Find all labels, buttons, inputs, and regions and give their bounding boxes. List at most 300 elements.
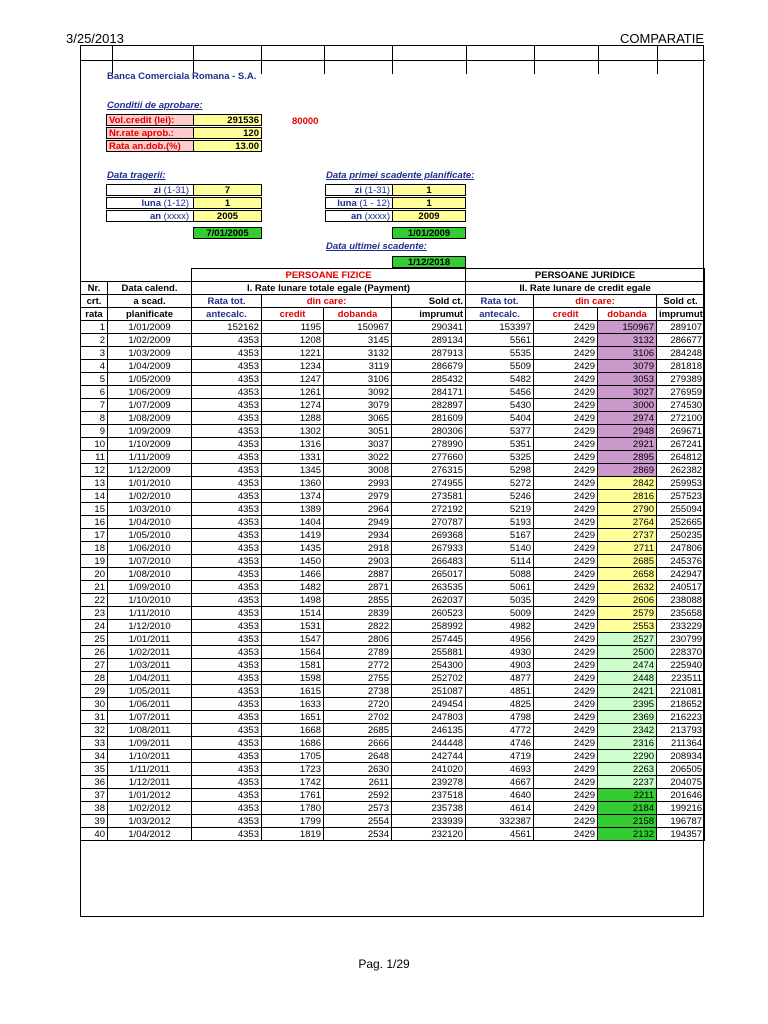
table-cell: 3145 bbox=[324, 334, 392, 347]
h-nr-1: Nr. bbox=[81, 282, 108, 295]
table-cell: 1799 bbox=[262, 815, 324, 828]
table-cell: 4353 bbox=[192, 594, 262, 607]
table-cell: 235738 bbox=[392, 802, 466, 815]
table-row bbox=[81, 529, 705, 542]
table-cell: 3 bbox=[81, 347, 108, 360]
table-cell: 2918 bbox=[324, 542, 392, 555]
table-cell: 17 bbox=[81, 529, 108, 542]
table-cell: 3106 bbox=[324, 373, 392, 386]
table-cell: 255094 bbox=[657, 503, 705, 516]
table-row bbox=[81, 620, 705, 633]
table-cell: 4877 bbox=[466, 672, 534, 685]
table-cell: 273581 bbox=[392, 490, 466, 503]
table-cell: 1/04/2010 bbox=[108, 516, 192, 529]
table-cell: 4353 bbox=[192, 789, 262, 802]
print-date: 3/25/2013 bbox=[66, 31, 124, 46]
table-cell: 2429 bbox=[534, 529, 598, 542]
table-cell: 27 bbox=[81, 659, 108, 672]
table-cell: 2429 bbox=[534, 581, 598, 594]
table-cell: 4353 bbox=[192, 633, 262, 646]
table-cell: 5482 bbox=[466, 373, 534, 386]
table-cell: 277660 bbox=[392, 451, 466, 464]
table-row bbox=[81, 776, 705, 789]
table-cell: 278990 bbox=[392, 438, 466, 451]
table-cell: 267241 bbox=[657, 438, 705, 451]
table-cell: 5140 bbox=[466, 542, 534, 555]
table-cell: 2369 bbox=[598, 711, 657, 724]
table-cell: 1686 bbox=[262, 737, 324, 750]
table-cell: 2429 bbox=[534, 763, 598, 776]
bank-name: Banca Comerciala Romana - S.A. bbox=[107, 71, 257, 82]
table-cell: 1651 bbox=[262, 711, 324, 724]
table-cell: 260523 bbox=[392, 607, 466, 620]
h-sold-1: Sold ct. bbox=[392, 295, 466, 308]
table-cell: 2429 bbox=[534, 646, 598, 659]
table-row bbox=[81, 373, 705, 386]
table-cell: 1564 bbox=[262, 646, 324, 659]
table-cell: 4353 bbox=[192, 412, 262, 425]
table-cell: 2429 bbox=[534, 516, 598, 529]
table-cell: 4353 bbox=[192, 620, 262, 633]
table-cell: 196787 bbox=[657, 815, 705, 828]
h-sold-2-pj: imprumut bbox=[657, 308, 705, 321]
table-cell: 3079 bbox=[324, 399, 392, 412]
table-cell: 1/03/2012 bbox=[108, 815, 192, 828]
table-cell: 2429 bbox=[534, 750, 598, 763]
table-cell: 1/06/2010 bbox=[108, 542, 192, 555]
table-cell: 1/04/2012 bbox=[108, 828, 192, 841]
table-cell: 4353 bbox=[192, 555, 262, 568]
table-cell: 2429 bbox=[534, 685, 598, 698]
table-cell: 3079 bbox=[598, 360, 657, 373]
table-cell: 274530 bbox=[657, 399, 705, 412]
table-cell: 1/07/2011 bbox=[108, 711, 192, 724]
table-row bbox=[81, 711, 705, 724]
prima-date: 1/01/2009 bbox=[392, 227, 466, 239]
table-cell: 1819 bbox=[262, 828, 324, 841]
rate-dob-label: Rata an.dob.(%) bbox=[106, 140, 194, 152]
table-cell: 4353 bbox=[192, 685, 262, 698]
table-cell: 235658 bbox=[657, 607, 705, 620]
table-cell: 2429 bbox=[534, 425, 598, 438]
table-cell: 247806 bbox=[657, 542, 705, 555]
table-cell: 2237 bbox=[598, 776, 657, 789]
table-cell: 1302 bbox=[262, 425, 324, 438]
h-rata-1-pj: Rata tot. bbox=[466, 295, 534, 308]
table-cell: 259953 bbox=[657, 477, 705, 490]
table-cell: 1/02/2009 bbox=[108, 334, 192, 347]
table-cell: 3051 bbox=[324, 425, 392, 438]
table-cell: 1/05/2010 bbox=[108, 529, 192, 542]
table-cell: 2855 bbox=[324, 594, 392, 607]
table-cell: 1/09/2011 bbox=[108, 737, 192, 750]
table-cell: 4746 bbox=[466, 737, 534, 750]
table-cell: 4353 bbox=[192, 763, 262, 776]
table-cell: 1450 bbox=[262, 555, 324, 568]
table-cell: 2429 bbox=[534, 737, 598, 750]
table-row bbox=[81, 555, 705, 568]
table-cell: 34 bbox=[81, 750, 108, 763]
table-cell: 1/03/2010 bbox=[108, 503, 192, 516]
table-cell: 1/10/2009 bbox=[108, 438, 192, 451]
table-cell: 2921 bbox=[598, 438, 657, 451]
table-cell: 16 bbox=[81, 516, 108, 529]
table-cell: 10 bbox=[81, 438, 108, 451]
table-cell: 7 bbox=[81, 399, 108, 412]
table-cell: 4353 bbox=[192, 776, 262, 789]
table-cell: 284171 bbox=[392, 386, 466, 399]
table-cell: 2772 bbox=[324, 659, 392, 672]
table-cell: 2648 bbox=[324, 750, 392, 763]
table-cell: 2737 bbox=[598, 529, 657, 542]
prima-an-label: an (xxxx) bbox=[325, 210, 393, 222]
table-cell: 2316 bbox=[598, 737, 657, 750]
table-row bbox=[81, 763, 705, 776]
table-cell: 150967 bbox=[598, 321, 657, 334]
h-dobanda-pj: dobanda bbox=[598, 308, 657, 321]
table-cell: 4982 bbox=[466, 620, 534, 633]
table-cell: 1547 bbox=[262, 633, 324, 646]
table-cell: 12 bbox=[81, 464, 108, 477]
table-cell: 3119 bbox=[324, 360, 392, 373]
h-nr-3: rata bbox=[81, 308, 108, 321]
table-cell: 1633 bbox=[262, 698, 324, 711]
table-cell: 1/04/2009 bbox=[108, 360, 192, 373]
table-row bbox=[81, 646, 705, 659]
table-row bbox=[81, 321, 705, 334]
table-row bbox=[81, 633, 705, 646]
tragerii-an-label: an (xxxx) bbox=[106, 210, 194, 222]
table-cell: 2822 bbox=[324, 620, 392, 633]
h-sold-1-pj: Sold ct. bbox=[657, 295, 705, 308]
prima-zi-label: zi (1-31) bbox=[325, 184, 393, 196]
table-row bbox=[81, 399, 705, 412]
table-cell: 257445 bbox=[392, 633, 466, 646]
table-cell: 2421 bbox=[598, 685, 657, 698]
table-cell: 2685 bbox=[324, 724, 392, 737]
table-cell: 1/08/2010 bbox=[108, 568, 192, 581]
table-cell: 2429 bbox=[534, 815, 598, 828]
h-rata-2: antecalc. bbox=[192, 308, 262, 321]
table-cell: 2211 bbox=[598, 789, 657, 802]
table-cell: 272192 bbox=[392, 503, 466, 516]
table-cell: 228370 bbox=[657, 646, 705, 659]
table-cell: 218652 bbox=[657, 698, 705, 711]
table-cell: 2554 bbox=[324, 815, 392, 828]
table-cell: 5509 bbox=[466, 360, 534, 373]
table-cell: 290341 bbox=[392, 321, 466, 334]
table-cell: 2429 bbox=[534, 542, 598, 555]
table-cell: 1331 bbox=[262, 451, 324, 464]
table-cell: 5167 bbox=[466, 529, 534, 542]
table-cell: 2429 bbox=[534, 477, 598, 490]
table-cell: 2429 bbox=[534, 594, 598, 607]
table-cell: 20 bbox=[81, 568, 108, 581]
table-cell: 2839 bbox=[324, 607, 392, 620]
table-cell: 25 bbox=[81, 633, 108, 646]
nr-rate-label: Nr.rate aprob.: bbox=[106, 127, 194, 139]
vol-credit-value[interactable]: 291536 bbox=[193, 114, 262, 126]
table-cell: 1/04/2011 bbox=[108, 672, 192, 685]
table-row bbox=[81, 438, 705, 451]
table-row bbox=[81, 477, 705, 490]
table-cell: 5377 bbox=[466, 425, 534, 438]
table-row bbox=[81, 737, 705, 750]
table-cell: 221081 bbox=[657, 685, 705, 698]
table-cell: 279389 bbox=[657, 373, 705, 386]
table-cell: 2429 bbox=[534, 399, 598, 412]
table-cell: 1221 bbox=[262, 347, 324, 360]
table-cell: 2342 bbox=[598, 724, 657, 737]
table-cell: 5088 bbox=[466, 568, 534, 581]
table-cell: 1208 bbox=[262, 334, 324, 347]
table-cell: 5404 bbox=[466, 412, 534, 425]
table-cell: 2429 bbox=[534, 373, 598, 386]
table-cell: 267933 bbox=[392, 542, 466, 555]
table-cell: 2666 bbox=[324, 737, 392, 750]
table-cell: 2611 bbox=[324, 776, 392, 789]
table-cell: 2573 bbox=[324, 802, 392, 815]
table-cell: 244448 bbox=[392, 737, 466, 750]
table-cell: 1/03/2011 bbox=[108, 659, 192, 672]
table-cell: 216223 bbox=[657, 711, 705, 724]
table-cell: 2429 bbox=[534, 321, 598, 334]
table-cell: 5351 bbox=[466, 438, 534, 451]
ultima-date: 1/12/2018 bbox=[392, 256, 466, 268]
tragerii-luna-value[interactable]: 1 bbox=[193, 197, 262, 209]
table-cell: 31 bbox=[81, 711, 108, 724]
table-cell: 3092 bbox=[324, 386, 392, 399]
table-row bbox=[81, 594, 705, 607]
table-cell: 2903 bbox=[324, 555, 392, 568]
h-credit-pj: credit bbox=[534, 308, 598, 321]
table-cell: 242947 bbox=[657, 568, 705, 581]
table-row bbox=[81, 568, 705, 581]
table-cell: 33 bbox=[81, 737, 108, 750]
table-cell: 254300 bbox=[392, 659, 466, 672]
table-cell: 2842 bbox=[598, 477, 657, 490]
rate-dob-value[interactable]: 13.00 bbox=[193, 140, 262, 152]
table-cell: 3132 bbox=[598, 334, 657, 347]
table-cell: 4353 bbox=[192, 503, 262, 516]
tragerii-title: Data tragerii: bbox=[107, 170, 166, 181]
table-cell: 206505 bbox=[657, 763, 705, 776]
h-sold-2: imprumut bbox=[392, 308, 466, 321]
table-cell: 2429 bbox=[534, 698, 598, 711]
h-nr-2: crt. bbox=[81, 295, 108, 308]
table-cell: 2869 bbox=[598, 464, 657, 477]
table-cell: 1/06/2011 bbox=[108, 698, 192, 711]
h-data-1: Data calend. bbox=[108, 282, 192, 295]
tragerii-zi-value[interactable]: 7 bbox=[193, 184, 262, 196]
table-row bbox=[81, 685, 705, 698]
table-cell: 5193 bbox=[466, 516, 534, 529]
table-cell: 5325 bbox=[466, 451, 534, 464]
table-cell: 22 bbox=[81, 594, 108, 607]
table-cell: 1/12/2011 bbox=[108, 776, 192, 789]
table-cell: 332387 bbox=[466, 815, 534, 828]
table-cell: 1/08/2009 bbox=[108, 412, 192, 425]
table-cell: 2685 bbox=[598, 555, 657, 568]
table-cell: 276959 bbox=[657, 386, 705, 399]
table-cell: 11 bbox=[81, 451, 108, 464]
table-cell: 153397 bbox=[466, 321, 534, 334]
table-cell: 1/06/2009 bbox=[108, 386, 192, 399]
table-cell: 2534 bbox=[324, 828, 392, 841]
table-cell: 2934 bbox=[324, 529, 392, 542]
h-din-care-pj: din care: bbox=[534, 295, 657, 308]
table-cell: 3065 bbox=[324, 412, 392, 425]
table-cell: 14 bbox=[81, 490, 108, 503]
table-cell: 2658 bbox=[598, 568, 657, 581]
table-cell: 255881 bbox=[392, 646, 466, 659]
table-cell: 1/01/2011 bbox=[108, 633, 192, 646]
table-cell: 2429 bbox=[534, 347, 598, 360]
prima-luna-value[interactable]: 1 bbox=[392, 197, 466, 209]
table-cell: 201646 bbox=[657, 789, 705, 802]
table-cell: 265017 bbox=[392, 568, 466, 581]
table-cell: 2429 bbox=[534, 776, 598, 789]
table-cell: 233229 bbox=[657, 620, 705, 633]
table-cell: 2429 bbox=[534, 607, 598, 620]
table-cell: 2429 bbox=[534, 620, 598, 633]
table-cell: 2887 bbox=[324, 568, 392, 581]
table-row bbox=[81, 750, 705, 763]
nr-rate-value[interactable]: 120 bbox=[193, 127, 262, 139]
table-cell: 1404 bbox=[262, 516, 324, 529]
table-cell: 1374 bbox=[262, 490, 324, 503]
table-cell: 4667 bbox=[466, 776, 534, 789]
table-row bbox=[81, 672, 705, 685]
table-cell: 4353 bbox=[192, 490, 262, 503]
table-cell: 5561 bbox=[466, 334, 534, 347]
table-cell: 270787 bbox=[392, 516, 466, 529]
table-cell: 2429 bbox=[534, 490, 598, 503]
table-cell: 263535 bbox=[392, 581, 466, 594]
h-din-care-pf: din care: bbox=[262, 295, 392, 308]
table-cell: 2964 bbox=[324, 503, 392, 516]
table-cell: 245376 bbox=[657, 555, 705, 568]
table-cell: 4353 bbox=[192, 607, 262, 620]
table-cell: 239278 bbox=[392, 776, 466, 789]
table-cell: 233939 bbox=[392, 815, 466, 828]
table-cell: 242744 bbox=[392, 750, 466, 763]
table-cell: 2429 bbox=[534, 412, 598, 425]
prima-an-value[interactable]: 2009 bbox=[392, 210, 466, 222]
table-cell: 286679 bbox=[392, 360, 466, 373]
table-cell: 4825 bbox=[466, 698, 534, 711]
table-cell: 3027 bbox=[598, 386, 657, 399]
table-row bbox=[81, 607, 705, 620]
table-cell: 250235 bbox=[657, 529, 705, 542]
table-cell: 4851 bbox=[466, 685, 534, 698]
table-cell: 1/01/2010 bbox=[108, 477, 192, 490]
table-cell: 1780 bbox=[262, 802, 324, 815]
table-cell: 4353 bbox=[192, 334, 262, 347]
table-cell: 258992 bbox=[392, 620, 466, 633]
ultima-title: Data ultimei scadente: bbox=[326, 241, 427, 252]
table-cell: 5246 bbox=[466, 490, 534, 503]
table-cell: 2429 bbox=[534, 711, 598, 724]
table-cell: 2263 bbox=[598, 763, 657, 776]
tragerii-luna-label: luna (1-12) bbox=[106, 197, 194, 209]
table-cell: 2895 bbox=[598, 451, 657, 464]
table-cell: 2429 bbox=[534, 828, 598, 841]
table-cell: 1419 bbox=[262, 529, 324, 542]
table-cell: 276315 bbox=[392, 464, 466, 477]
table-cell: 2806 bbox=[324, 633, 392, 646]
table-cell: 38 bbox=[81, 802, 108, 815]
table-cell: 2429 bbox=[534, 334, 598, 347]
page-number: Pag. 1/29 bbox=[358, 957, 410, 971]
table-cell: 2711 bbox=[598, 542, 657, 555]
table-cell: 1/03/2009 bbox=[108, 347, 192, 360]
table-cell: 252665 bbox=[657, 516, 705, 529]
h-data-3: planificate bbox=[108, 308, 192, 321]
table-cell: 4353 bbox=[192, 672, 262, 685]
conditions-title: Conditii de aprobare: bbox=[107, 100, 203, 111]
table-cell: 1514 bbox=[262, 607, 324, 620]
table-cell: 2429 bbox=[534, 451, 598, 464]
table-cell: 4353 bbox=[192, 568, 262, 581]
table-row bbox=[81, 503, 705, 516]
table-cell: 272100 bbox=[657, 412, 705, 425]
table-cell: 204075 bbox=[657, 776, 705, 789]
prima-zi-value[interactable]: 1 bbox=[392, 184, 466, 196]
h-dobanda-pf: dobanda bbox=[324, 308, 392, 321]
table-cell: 4353 bbox=[192, 646, 262, 659]
table-cell: 1360 bbox=[262, 477, 324, 490]
table-cell: 280306 bbox=[392, 425, 466, 438]
table-cell: 4353 bbox=[192, 750, 262, 763]
table-cell: 1389 bbox=[262, 503, 324, 516]
table-cell: 1274 bbox=[262, 399, 324, 412]
table-cell: 2948 bbox=[598, 425, 657, 438]
table-cell: 4353 bbox=[192, 698, 262, 711]
table-cell: 1/01/2009 bbox=[108, 321, 192, 334]
table-cell: 2632 bbox=[598, 581, 657, 594]
table-cell: 2429 bbox=[534, 802, 598, 815]
table-cell: 257523 bbox=[657, 490, 705, 503]
h-data-2: a scad. bbox=[108, 295, 192, 308]
table-cell: 1581 bbox=[262, 659, 324, 672]
table-row bbox=[81, 789, 705, 802]
table-cell: 1/11/2009 bbox=[108, 451, 192, 464]
table-cell: 4353 bbox=[192, 529, 262, 542]
table-cell: 29 bbox=[81, 685, 108, 698]
prima-luna-label: luna (1 - 12) bbox=[325, 197, 393, 209]
table-cell: 4353 bbox=[192, 516, 262, 529]
table-cell: 237518 bbox=[392, 789, 466, 802]
tragerii-date: 7/01/2005 bbox=[193, 227, 262, 239]
table-cell: 1742 bbox=[262, 776, 324, 789]
table-row bbox=[81, 698, 705, 711]
table-cell: 289107 bbox=[657, 321, 705, 334]
table-cell: 1/02/2011 bbox=[108, 646, 192, 659]
h-rata-1: Rata tot. bbox=[192, 295, 262, 308]
table-cell: 1/08/2011 bbox=[108, 724, 192, 737]
table-cell: 2429 bbox=[534, 789, 598, 802]
table-cell: 281609 bbox=[392, 412, 466, 425]
table-cell: 1/09/2010 bbox=[108, 581, 192, 594]
table-cell: 208934 bbox=[657, 750, 705, 763]
table-cell: 4 bbox=[81, 360, 108, 373]
table-cell: 3106 bbox=[598, 347, 657, 360]
tragerii-an-value[interactable]: 2005 bbox=[193, 210, 262, 222]
table-row bbox=[81, 828, 705, 841]
table-cell: 240517 bbox=[657, 581, 705, 594]
table-cell: 39 bbox=[81, 815, 108, 828]
